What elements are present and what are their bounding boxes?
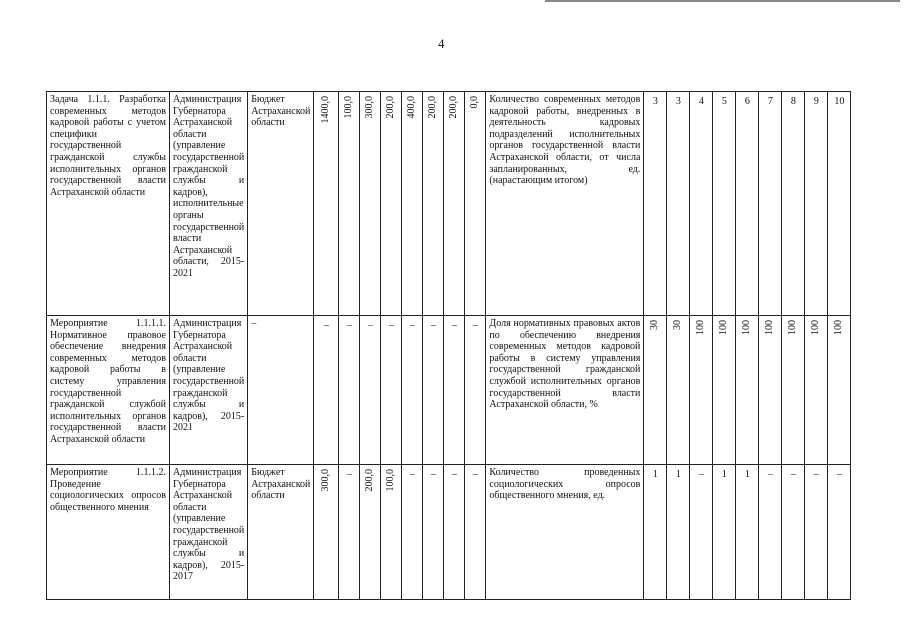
indicator-cell: Доля нормативных правовых актов по обеспечению внедрения современных методов кадровой работы в систему управления государственной гражданской службой исполнительных органов государственной власти Астраханской области, % — [486, 316, 644, 465]
funding-dash: – — [367, 320, 373, 331]
table-row — [47, 92, 851, 316]
page-number: 4 — [438, 36, 445, 51]
executor-cell: Администрация Губернатора Астраханской области (управление государственной гражданской службы и кадров), 2015-2017 — [170, 465, 248, 600]
target-cell — [805, 465, 828, 600]
target-value: 8 — [790, 96, 796, 107]
target-value: 4 — [698, 96, 704, 107]
target-cell — [736, 92, 759, 316]
target-value: 3 — [675, 96, 681, 107]
funding-dash: – — [323, 320, 329, 331]
funding-value: 0,0 — [469, 96, 481, 109]
target-value: 1 — [721, 469, 727, 480]
funding-value: 200,0 — [448, 96, 460, 119]
program-table — [46, 91, 851, 600]
funding-cell — [444, 316, 465, 465]
table-row — [47, 465, 851, 600]
funding-cell — [381, 92, 402, 316]
target-value: – — [813, 469, 819, 480]
target-cell — [667, 92, 690, 316]
target-value: 30 — [672, 320, 684, 330]
target-cell — [713, 316, 736, 465]
target-value: 100 — [810, 320, 822, 335]
target-value: 100 — [718, 320, 730, 335]
target-cell — [759, 92, 782, 316]
target-value: 7 — [767, 96, 773, 107]
table-row — [47, 316, 851, 465]
funding-value: 200,0 — [364, 469, 376, 492]
funding-cell — [381, 316, 402, 465]
funding-dash: – — [451, 320, 457, 331]
funding-cell — [423, 92, 444, 316]
target-value: – — [767, 469, 773, 480]
target-value: 100 — [741, 320, 753, 335]
funding-value: 300,0 — [364, 96, 376, 119]
target-value: 30 — [649, 320, 661, 330]
funding-value: 200,0 — [427, 96, 439, 119]
target-cell — [690, 92, 713, 316]
target-cell — [690, 316, 713, 465]
target-value: 1 — [744, 469, 750, 480]
funding-source-cell: Бюджет Астраханской области — [248, 92, 314, 316]
funding-dash: – — [346, 469, 352, 480]
target-value: 9 — [813, 96, 819, 107]
indicator-cell: Количество проведенных социологических опросов общественного мнения, ед. — [486, 465, 644, 600]
target-cell — [782, 465, 805, 600]
funding-cell — [423, 465, 444, 600]
target-cell — [828, 92, 851, 316]
funding-cell — [423, 316, 444, 465]
target-cell — [713, 92, 736, 316]
funding-cell — [360, 92, 381, 316]
funding-dash: – — [430, 320, 436, 331]
target-cell — [667, 465, 690, 600]
task-cell: Мероприятие 1.1.1.1. Нормативное правовое обеспечение внедрения современных методов кадровой работы в систему управления государственной гражданской службой исполнительных органов государственной власти Астраханской области — [47, 316, 170, 465]
funding-dash: – — [409, 320, 415, 331]
target-value: 10 — [834, 96, 845, 107]
target-cell — [805, 92, 828, 316]
target-cell — [828, 316, 851, 465]
funding-cell — [339, 92, 360, 316]
target-cell — [736, 316, 759, 465]
funding-cell — [339, 316, 360, 465]
funding-dash: – — [346, 320, 352, 331]
target-value: 1 — [652, 469, 658, 480]
target-value: 100 — [764, 320, 776, 335]
executor-cell: Администрация Губернатора Астраханской области (управление государственной гражданской службы и кадров), 2015-2021 — [170, 316, 248, 465]
funding-dash: – — [430, 469, 436, 480]
funding-cell — [314, 92, 339, 316]
target-cell — [644, 465, 667, 600]
target-value: 6 — [744, 96, 750, 107]
target-value: 100 — [787, 320, 799, 335]
funding-cell — [314, 465, 339, 600]
indicator-cell: Количество современных методов кадровой работы, внедренных в деятельность кадровых подразделений исполнительных органов государственной власти Астраханской области, от числа запланированных, ед. (нарастающим итогом) — [486, 92, 644, 316]
funding-value: 300,0 — [320, 469, 332, 492]
funding-source-cell: – — [248, 316, 314, 465]
target-cell — [667, 316, 690, 465]
target-cell — [644, 316, 667, 465]
funding-cell — [381, 465, 402, 600]
task-cell: Задача 1.1.1. Разработка современных методов кадровой работы с учетом специфики государственной гражданской службы исполнительных органов государственной власти Астраханской области — [47, 92, 170, 316]
funding-dash: – — [472, 469, 478, 480]
target-cell — [759, 316, 782, 465]
executor-cell: Администрация Губернатора Астраханской области (управление государственной гражданской службы и кадров), исполнительные органы государственной власти Астраханской области, 2015-2021 — [170, 92, 248, 316]
funding-source-cell: Бюджет Астраханской области — [248, 465, 314, 600]
target-cell — [759, 465, 782, 600]
funding-cell — [465, 92, 486, 316]
funding-value: 100,0 — [385, 469, 397, 492]
task-cell: Мероприятие 1.1.1.2. Проведение социологических опросов общественного мнения — [47, 465, 170, 600]
funding-cell — [339, 465, 360, 600]
funding-value: 200,0 — [385, 96, 397, 119]
target-value: – — [698, 469, 704, 480]
funding-dash: – — [409, 469, 415, 480]
target-cell — [805, 316, 828, 465]
funding-cell — [465, 465, 486, 600]
funding-value: 1400,0 — [320, 96, 332, 124]
target-cell — [736, 465, 759, 600]
target-value: 3 — [652, 96, 658, 107]
funding-cell — [402, 92, 423, 316]
funding-cell — [402, 465, 423, 600]
funding-cell — [360, 465, 381, 600]
funding-value: 100,0 — [343, 96, 355, 119]
funding-value: 400,0 — [406, 96, 418, 119]
funding-cell — [360, 316, 381, 465]
funding-cell — [444, 92, 465, 316]
target-cell — [713, 465, 736, 600]
target-value: 100 — [833, 320, 845, 335]
top-rule — [545, 0, 900, 2]
target-value: – — [790, 469, 796, 480]
target-value: 100 — [695, 320, 707, 335]
target-cell — [690, 465, 713, 600]
target-value: – — [836, 469, 842, 480]
funding-dash: – — [472, 320, 478, 331]
funding-cell — [314, 316, 339, 465]
target-cell — [644, 92, 667, 316]
target-cell — [782, 316, 805, 465]
funding-cell — [402, 316, 423, 465]
target-value: 1 — [675, 469, 681, 480]
funding-dash: – — [451, 469, 457, 480]
target-value: 5 — [721, 96, 727, 107]
funding-dash: – — [388, 320, 394, 331]
funding-cell — [444, 465, 465, 600]
target-cell — [828, 465, 851, 600]
funding-cell — [465, 316, 486, 465]
target-cell — [782, 92, 805, 316]
